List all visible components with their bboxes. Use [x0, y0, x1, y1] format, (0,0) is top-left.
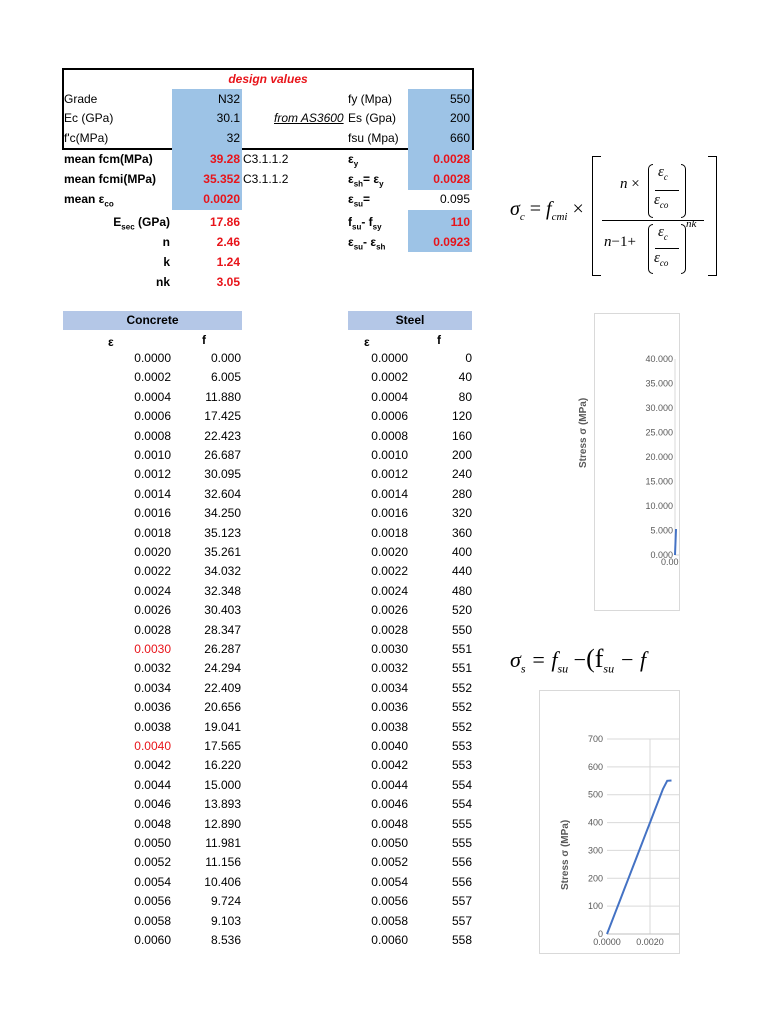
steel-stress-cell: 480 [451, 583, 472, 598]
y-tick-label: 25.000 [645, 427, 673, 438]
ey-label: $\varepsilon_y$ [348, 152, 359, 169]
concrete-stress-cell: 9.103 [210, 913, 241, 928]
concrete-strain-cell: 0.0040 [134, 739, 171, 753]
concrete-strain-cell: 0.0024 [134, 583, 171, 598]
esu-label: $\varepsilon_{su}=$ [348, 192, 371, 209]
concrete-stress-cell: 13.893 [204, 797, 241, 812]
steel-chart-ylabel: Stress σ (MPa) [560, 819, 571, 890]
steel-equation: $\sigma_s = f_{su} -(f_{su} - f$ [510, 644, 647, 676]
concrete-strain-cell: 0.0012 [134, 467, 171, 482]
num-paren-left [648, 164, 653, 218]
steel-stress-cell: 80 [458, 389, 472, 404]
concrete-stress-cell: 34.250 [204, 506, 241, 521]
steel-stress-cell: 0 [465, 351, 472, 365]
concrete-stress-chart [595, 314, 679, 610]
k-value: 1.24 [216, 255, 240, 269]
esec-value: 17.86 [209, 215, 240, 229]
y-tick-label: 700 [587, 734, 603, 744]
steel-strain-cell: 0.0054 [371, 874, 408, 889]
n-label: n [162, 235, 170, 249]
steel-stress-cell: 553 [451, 758, 472, 773]
concrete-col-f: f [202, 333, 206, 347]
nk-label: nk [155, 275, 170, 289]
steel-strain-cell: 0.0008 [371, 428, 408, 443]
steel-strain-cell: 0.0010 [371, 448, 408, 462]
y-tick-label: 35.000 [645, 378, 673, 389]
steel-stress-cell: 200 [451, 448, 472, 462]
steel-strain-cell: 0.0026 [371, 603, 408, 618]
steel-series-line [607, 781, 672, 935]
fsu-fsy-value: 110 [450, 215, 470, 229]
eco-label: mean $\varepsilon_{co}$ [64, 192, 114, 209]
eq-c-exp: nk [686, 218, 697, 230]
steel-col-f: f [437, 333, 441, 347]
steel-stress-cell: 551 [451, 661, 472, 676]
fcm-label: mean fcm(MPa) [64, 152, 153, 166]
concrete-strain-cell: 0.0030 [134, 642, 171, 656]
steel-strain-cell: 0.0022 [371, 564, 408, 579]
steel-strain-cell: 0.0036 [371, 700, 408, 715]
steel-stress-cell: 280 [451, 486, 472, 501]
concrete-stress-cell: 10.406 [204, 874, 241, 889]
esec-label: $E_{sec}$ (GPa) [113, 215, 170, 232]
steel-stress-cell: 320 [451, 506, 472, 521]
steel-strain-cell: 0.0000 [371, 351, 408, 365]
steel-stress-cell: 556 [451, 855, 472, 870]
eq-c-num: n × [620, 176, 640, 192]
steel-stress-cell: 40 [458, 370, 472, 385]
concrete-strain-cell: 0.0008 [134, 428, 171, 443]
fcmi-label: mean fcmi(MPa) [64, 172, 157, 186]
steel-strain-cell: 0.0052 [371, 855, 408, 870]
steel-strain-cell: 0.0006 [371, 409, 408, 424]
concrete-stress-cell: 17.425 [204, 409, 241, 424]
concrete-strain-cell: 0.0036 [134, 700, 171, 715]
k-label: k [163, 255, 170, 269]
steel-stress-cell: 554 [451, 797, 472, 812]
concrete-stress-cell: 32.348 [204, 583, 241, 598]
steel-stress-cell: 554 [451, 777, 472, 792]
concrete-strain-cell: 0.0022 [134, 564, 171, 579]
ec-label: Ec (GPa) [64, 111, 114, 125]
steel-strain-cell: 0.0050 [371, 836, 408, 850]
concrete-strain-cell: 0.0058 [134, 913, 171, 928]
concrete-table-title: Concrete [63, 311, 242, 330]
concrete-stress-cell: 35.123 [204, 525, 241, 540]
fsu-value[interactable]: 660 [449, 131, 470, 145]
steel-stress-cell: 240 [451, 467, 472, 482]
concrete-stress-cell: 12.890 [204, 816, 241, 831]
concrete-stress-cell: 30.403 [204, 603, 241, 618]
x-tick-label: 0.0000 [593, 937, 621, 947]
concrete-stress-cell: 32.604 [204, 486, 241, 501]
concrete-col-e: ε [108, 335, 114, 349]
concrete-strain-cell: 0.0016 [134, 506, 171, 521]
concrete-stress-cell: 35.261 [204, 545, 241, 559]
concrete-strain-cell: 0.0060 [134, 933, 171, 947]
fy-value[interactable]: 550 [449, 92, 470, 106]
y-tick-label: 400 [587, 817, 603, 828]
y-tick-label: 30.000 [645, 403, 673, 413]
concrete-stress-cell: 28.347 [204, 622, 241, 637]
y-tick-label: 200 [587, 873, 603, 884]
esu-value[interactable]: 0.095 [439, 192, 470, 206]
nk-value: 3.05 [216, 275, 240, 289]
concrete-strain-cell: 0.0004 [134, 389, 171, 404]
right-bracket [708, 156, 717, 276]
source-note: from AS3600 [274, 111, 344, 125]
fy-label: fy (Mpa) [348, 92, 393, 106]
steel-strain-cell: 0.0024 [371, 583, 408, 598]
eq-c-den-eps-co: $\varepsilon_{co}$ [654, 250, 669, 268]
y-tick-label: 20.000 [645, 452, 673, 462]
steel-stress-cell: 552 [451, 719, 472, 734]
concrete-stress-cell: 20.656 [204, 700, 241, 715]
concrete-stress-cell: 9.724 [210, 894, 241, 909]
concrete-chart-panel[interactable] [594, 313, 680, 611]
steel-strain-cell: 0.0014 [371, 486, 408, 501]
concrete-strain-cell: 0.0006 [134, 409, 171, 424]
steel-strain-cell: 0.0016 [371, 506, 408, 521]
es-value[interactable]: 200 [449, 111, 470, 125]
concrete-chart-ylabel: Stress σ (MPa) [578, 397, 589, 468]
steel-strain-cell: 0.0048 [371, 816, 408, 831]
ey-value: 0.0028 [433, 152, 470, 166]
concrete-strain-cell: 0.0054 [134, 874, 171, 889]
concrete-stress-cell: 22.423 [204, 428, 241, 443]
steel-strain-cell: 0.0046 [371, 797, 408, 812]
fc-value[interactable]: 32 [226, 131, 240, 145]
concrete-stress-cell: 8.536 [210, 933, 241, 947]
concrete-stress-cell: 24.294 [204, 661, 241, 676]
fcm-value: 39.28 [209, 152, 240, 166]
concrete-strain-cell: 0.0038 [134, 719, 171, 734]
concrete-strain-cell: 0.0000 [134, 351, 171, 365]
steel-strain-cell: 0.0056 [371, 894, 408, 909]
fsu-fsy-label: $f_{su}-$ $f_{sy}$ [348, 215, 382, 232]
concrete-equation [508, 152, 768, 282]
concrete-strain-cell: 0.0028 [134, 622, 171, 637]
concrete-strain-cell: 0.0018 [134, 525, 171, 540]
concrete-strain-cell: 0.0026 [134, 603, 171, 618]
concrete-stress-cell: 26.287 [204, 642, 241, 656]
steel-strain-cell: 0.0004 [371, 389, 408, 404]
den-paren-left [648, 224, 653, 274]
steel-strain-cell: 0.0002 [371, 370, 408, 385]
y-tick-label: 100 [587, 901, 603, 912]
grade-value[interactable]: N32 [217, 92, 240, 106]
concrete-stress-cell: 19.041 [204, 719, 241, 734]
concrete-stress-cell: 11.880 [205, 389, 241, 404]
concrete-stress-cell: 11.156 [205, 855, 241, 870]
steel-strain-cell: 0.0012 [371, 467, 408, 482]
concrete-strain-cell: 0.0002 [134, 370, 171, 385]
y-tick-label: 0.000 [650, 550, 673, 560]
eq-c-num-eps-c: $\varepsilon_c$ [658, 164, 668, 182]
concrete-series-line [675, 529, 676, 555]
steel-stress-cell: 550 [451, 622, 472, 637]
steel-strain-cell: 0.0034 [371, 680, 408, 695]
concrete-stress-cell: 17.565 [204, 739, 241, 753]
steel-strain-cell: 0.0032 [371, 661, 408, 676]
concrete-stress-cell: 30.095 [204, 467, 241, 482]
concrete-strain-cell: 0.0050 [134, 836, 171, 850]
steel-stress-cell: 553 [451, 739, 472, 753]
concrete-strain-cell: 0.0048 [134, 816, 171, 831]
design-values-title: design values [228, 72, 308, 86]
eq-c-lhs: $\sigma_c = f_{cmi}$ × [510, 198, 584, 223]
steel-stress-cell: 557 [451, 913, 472, 928]
steel-stress-cell: 555 [451, 816, 472, 831]
concrete-strain-cell: 0.0042 [134, 758, 171, 773]
steel-stress-cell: 557 [451, 894, 472, 909]
left-bracket [592, 156, 601, 276]
y-tick-label: 40.000 [645, 354, 673, 364]
steel-stress-cell: 551 [451, 642, 472, 656]
steel-stress-cell: 160 [451, 428, 472, 443]
concrete-stress-cell: 22.409 [204, 680, 241, 695]
steel-table-title: Steel [348, 311, 472, 330]
steel-strain-cell: 0.0018 [371, 525, 408, 540]
concrete-stress-cell: 0.000 [210, 351, 241, 365]
num-frac-line [655, 190, 679, 191]
y-tick-label: 10.000 [645, 501, 673, 511]
steel-stress-cell: 552 [451, 700, 472, 715]
num-paren-right [681, 164, 686, 218]
concrete-stress-cell: 26.687 [204, 448, 241, 462]
steel-stress-cell: 360 [451, 525, 472, 540]
steel-stress-cell: 120 [451, 409, 472, 424]
concrete-stress-cell: 15.000 [204, 777, 241, 792]
steel-strain-cell: 0.0028 [371, 622, 408, 637]
steel-stress-cell: 520 [451, 603, 472, 618]
concrete-strain-cell: 0.0010 [134, 448, 171, 462]
concrete-stress-cell: 16.220 [204, 758, 241, 773]
y-tick-label: 0 [597, 929, 603, 939]
steel-strain-cell: 0.0020 [371, 545, 408, 559]
esh-label: $\varepsilon_{sh}= \varepsilon_y$ [348, 172, 384, 189]
eq-c-den-eps-c: $\varepsilon_c$ [658, 224, 668, 242]
ec-value[interactable]: 30.1 [216, 111, 240, 125]
y-tick-label: 5.000 [650, 525, 673, 536]
steel-strain-cell: 0.0030 [371, 642, 408, 656]
steel-stress-cell: 558 [451, 933, 472, 947]
steel-stress-cell: 555 [451, 836, 472, 850]
x-tick-label: 0.0020 [636, 937, 664, 947]
eco-value: 0.0020 [203, 192, 240, 206]
fcmi-value: 35.352 [203, 172, 240, 186]
concrete-strain-cell: 0.0044 [134, 777, 171, 792]
concrete-stress-cell: 6.005 [210, 370, 241, 385]
esu-esh-label: $\varepsilon_{su}-$ $\varepsilon_{sh}$ [348, 235, 386, 252]
den-paren-right [681, 224, 686, 274]
steel-stress-cell: 552 [451, 680, 472, 695]
eq-c-num-eps-co: $\varepsilon_{co}$ [654, 192, 669, 210]
steel-strain-cell: 0.0044 [371, 777, 408, 792]
steel-stress-cell: 440 [451, 564, 472, 579]
concrete-strain-cell: 0.0046 [134, 797, 171, 812]
steel-stress-cell: 400 [451, 545, 472, 559]
concrete-strain-cell: 0.0052 [134, 855, 171, 870]
fc-label: f'c(MPa) [64, 131, 109, 145]
esu-esh-value: 0.0923 [433, 235, 470, 249]
y-tick-label: 600 [587, 761, 603, 772]
esh-value: 0.0028 [433, 172, 470, 186]
concrete-stress-cell: 11.981 [205, 836, 241, 850]
x-tick-label: 0.00 [661, 557, 679, 567]
y-tick-label: 15.000 [645, 476, 673, 487]
fcm-ref: C3.1.1.2 [243, 152, 289, 166]
concrete-strain-cell: 0.0034 [134, 680, 171, 695]
concrete-strain-cell: 0.0014 [134, 486, 171, 501]
steel-strain-cell: 0.0042 [371, 758, 408, 773]
concrete-stress-cell: 34.032 [204, 564, 241, 579]
fsu-label: fsu (Mpa) [348, 131, 399, 145]
den-frac-line [655, 248, 679, 249]
y-tick-label: 500 [587, 789, 603, 800]
eq-c-den: n−1+ [604, 234, 636, 250]
grade-label: Grade [64, 92, 98, 106]
steel-strain-cell: 0.0038 [371, 719, 408, 734]
steel-strain-cell: 0.0040 [371, 739, 408, 753]
es-label: Es (Gpa) [348, 111, 397, 125]
concrete-strain-cell: 0.0020 [134, 545, 171, 559]
concrete-strain-cell: 0.0056 [134, 894, 171, 909]
fcmi-ref: C3.1.1.2 [243, 172, 289, 186]
steel-stress-cell: 556 [451, 874, 472, 889]
n-value: 2.46 [216, 235, 240, 249]
steel-col-e: ε [364, 335, 370, 349]
steel-strain-cell: 0.0058 [371, 913, 408, 928]
steel-strain-cell: 0.0060 [371, 933, 408, 947]
y-tick-label: 300 [587, 845, 603, 856]
concrete-strain-cell: 0.0032 [134, 661, 171, 676]
